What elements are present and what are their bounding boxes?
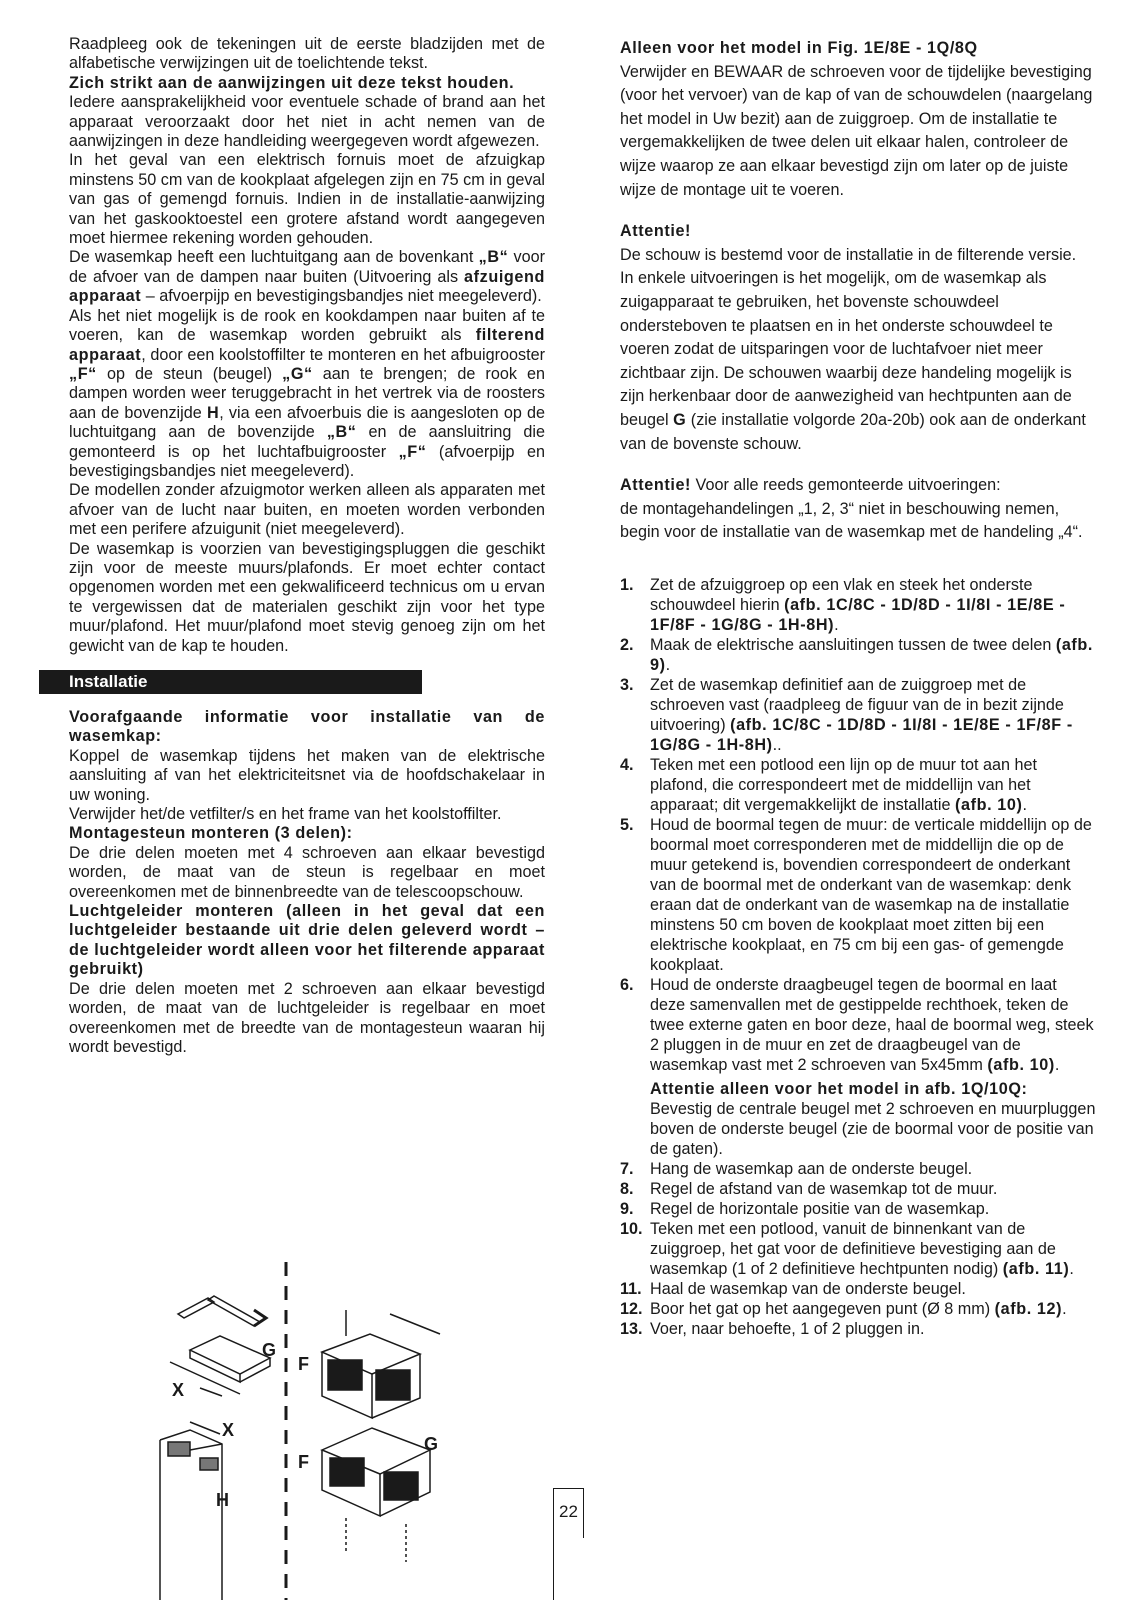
filter-block-icon [384,1472,418,1500]
vent-grille-icon [200,1458,218,1470]
attentie-model-q: Attentie alleen voor het model in afb. 1Q/10Q: Bevestig de centrale beugel met 2 schroeven en muurpluggen boven de onderste beugel (zie de boormal voor de positie van de gaten). [650,1079,1096,1158]
label-h: H [216,1490,229,1510]
model-paragraph: Verwijder en BEWAAR de schroeven voor de tijdelijke bevestiging (voor het vervoer) van de kap of van de schouwdelen (naargelang het model in Uw bezit) aan de zuiggroep. Om de installatie te vergemakkelijken de twee delen uit elkaar halen, controleer de wijze waarop ze aan elkaar bevestigd zijn om later op de juiste wijze de montage uit te voeren. [620,62,1093,199]
label-g: G [424,1434,439,1454]
disconnect-paragraph: Koppel de wasemkap tijdens het maken van de elektrische aansluiting af van het elektriciteitsnet via de hoofdschakelaar in uw woning. [69,746,545,804]
label-x: X [172,1380,185,1400]
installation-steps [620,575,1096,1339]
label-f: F [298,1354,309,1374]
vent-grille-icon [168,1442,190,1456]
list-item: 10. Teken met een potlood, vanuit de binnenkant van de zuiggroep, het gat voor de definitieve bevestiging aan de wasemkap (1 of 2 definitieve hechtpunten nodig) (afb. 11). [620,1219,1074,1278]
air-outlet-paragraph: De wasemkap heeft een luchtuitgang aan de bovenkant „B“ voor de afvoer van de dampen naar buiten (Uitvoering als afzuigend apparaat – afvoerpijp en bevestigingsbandjes niet meegeleverd). [69,248,545,306]
plugs-paragraph: De wasemkap is voorzien van bevestigingspluggen die geschikt zijn voor de meeste muurs/plafonds. Er moet echter contact opgenomen worden met een gekwalificeerd technicus om u ervan te vergewissen dat de materialen geschikt zijn voor het type muur/plafond. Het muur/plafond moet stevig genoeg zijn om het gewicht van de kap te houden. [69,539,545,655]
left-column [69,35,545,1057]
attentie-2-paragraph: Attentie! Voor alle reeds gemonteerde uitvoeringen: de montagehandelingen „1, 2, 3“ niet in beschouwing nemen, begin voor de installatie van de wasemkap met de handeling „4“. [620,476,1083,542]
dimension-line [200,1388,222,1396]
section-title-installatie: Installatie [39,670,422,694]
list-item: 9. Regel de horizontale positie van de wasemkap. [620,1199,990,1218]
remove-filter-paragraph: Verwijder het/de vetfilter/s en het frame van het koolstoffilter. [69,805,502,824]
page-number: 22 [553,1488,584,1538]
bracket-part-icon [254,1310,266,1326]
mount-paragraph: De drie delen moeten met 4 schroeven aan elkaar bevestigd worden, de maat van de steun is regelbaar en moet overeenkomen met de binnenbreedte van de telescoopschouw. [69,843,545,901]
intro-paragraph: Raadpleeg ook de tekeningen uit de eerste bladzijden met de alfabetische verwijzingen uit de toelichtende tekst. Zich strikt aan de aanwijzingen uit deze tekst houden. Iedere aansprakelijkheid voor eventuele schade of brand aan het apparaat veroorzaakt door het niet in acht nemen van de aanwijzingen in deze handleiding weergegeven wordt afgewezen. [69,35,545,151]
heading-mount: Montagesteun monteren (3 delen): [69,824,353,843]
chimney-icon [190,1444,222,1450]
heading-model: Alleen voor het model in Fig. 1E/8E - 1Q/8Q [620,39,978,57]
filter-block-icon [328,1360,362,1390]
label-f: F [298,1452,309,1472]
list-item: 5. Houd de boormal tegen de muur: de verticale middellijn op de boormal moet corresponderen met de middellijn die op de muur getekend is, bovendien correspondeert de onderkant van de boormal met de onderkant van de wasemkap: denk eraan dat de onderkant van de wasemkap na de installatie minstens 50 cm boven de kookplaat moet zitten bij een elektrische kookplaat, en 75 cm bij een gas- of gemengde kookplaat. [620,815,1092,974]
filter-block-icon [330,1458,364,1486]
heading-attentie-1: Attentie! [620,222,692,241]
heading-duct: Luchtgeleider monteren (alleen in het geval dat een luchtgeleider bestaande uit drie delen geleverd wordt – de luchtgeleider wordt alleen voor het filterende apparaat gebruikt) [69,902,545,979]
motorless-paragraph: De modellen zonder afzuigmotor werken alleen als apparaten met afvoer van de lucht naar buiten, en moeten worden verbonden met een perifere afzuigunit (niet meegeleverd). [69,481,545,539]
list-item: 2. Maak de elektrische aansluitingen tussen de twee delen (afb. 9). [620,635,1094,674]
bracket-part-icon [208,1296,260,1326]
label-x: X [222,1420,235,1440]
mounting-bracket-icon [240,1358,270,1382]
list-item: 3. Zet de wasemkap definitief aan de zuiggroep met de schroeven vast (raadpleeg de figuur van de in bezit zijnde uitvoering) (afb. 1C/8C - 1D/8D - 1I/8I - 1E/8E - 1F/8F - 1G/8G - 1H-8H).. [620,675,1073,754]
filter-paragraph: Als het niet mogelijk is de rook en kookdampen naar buiten af te voeren, kan de wasemkap worden gebruikt als filterend apparaat, door een koolstoffilter te monteren en het afbuigrooster „F“ op de steun (beugel) „G“ aan te brengen; de rook en dampen worden weer teruggebracht in het vertrek via de roosters aan de bovenzijde H, via een afvoerbuis die is aangesloten op de luchtuitgang aan de bovenzijde „B“ en de aansluitring die gemonteerd is op het luchtafbuigrooster „F“ (afvoerpijp en bevestigingsbandjes niet meegeleverd). [69,306,546,480]
mounting-bracket-icon [190,1336,270,1374]
installation-figure [150,1262,510,1600]
attentie-1-paragraph-a: De schouw is bestemd voor de installatie in de filterende versie. [620,245,1077,264]
list-item: 12. Boor het gat op het aangegeven punt (Ø 8 mm) (afb. 12). [620,1299,1067,1318]
list-item: 13. Voer, naar behoefte, 1 of 2 pluggen in. [620,1319,925,1338]
duct-paragraph: De drie delen moeten met 2 schroeven aan elkaar bevestigd worden, de maat van de luchtgeleider is regelbaar en moet overeenkomen met de breedte van de montagesteun waaran hij wordt bevestigd. [69,979,545,1056]
mounting-bracket-icon [190,1350,240,1382]
filter-block-icon [376,1370,410,1400]
label-g: G [262,1340,277,1360]
right-column [620,37,1096,1339]
list-item: 6. Houd de onderste draagbeugel tegen de boormal en laat deze samenvallen met de gestippelde rechthoek, teken de twee externe gaten en boor deze, haal de boormal weg, steek 2 pluggen in de muur en zet de draagbeugel van de wasemkap vast met 2 schroeven van 5x45mm (afb. 10). Attentie alleen voor het model in afb. 1Q/10Q: Bevestig de centrale beugel met 2 schroeven en muurpluggen boven de onderste beugel (zie de boormal voor de positie van de gaten). [620,975,1096,1158]
list-item: 1. Zet de afzuiggroep op een vlak en steek het onderste schouwdeel hierin (afb. 1C/8C - 1D/8D - 1I/8I - 1E/8E - 1F/8F - 1G/8G - 1H-8H). [620,575,1066,634]
list-item: 11. Haal de wasemkap van de onderste beugel. [620,1279,966,1298]
attentie-1-paragraph-b: In enkele uitvoeringen is het mogelijk, om de wasemkap als zuigapparaat te gebruiken, het bovenste schouwdeel ondersteboven te plaatsen en in het onderste schouwdeel te voeren zodat de uitsparingen voor de luchtafvoer niet meer zichtbaar zijn. De schouwen waarbij deze handeling mogelijk is zijn herkenbaar door de aanwezigheid van hechtpunten aan de beugel G (zie installatie volgorde 20a-20b) ook aan de onderkant van de bovenste schouw. [620,269,1086,453]
dimension-line [390,1314,440,1334]
distance-paragraph: In het geval van een elektrisch fornuis moet de afzuigkap minstens 50 cm van de kookplaat afgelegen zijn en 75 cm in geval van gas of gemengd fornuis. Indien in de installatie-aanwijzing van het gaskooktoestel een grotere afstand wordt aangegeven moet hiermee rekening worden gehouden. [69,151,546,248]
list-item: 4. Teken met een potlood een lijn op de muur tot aan het plafond, die correspondeert met de middellijn van het apparaat; dit vergemakkelijkt de installatie (afb. 10). [620,755,1037,814]
page-divider [553,1537,554,1600]
list-item: 7. Hang de wasemkap aan de onderste beugel. [620,1159,973,1178]
heading-prelim: Voorafgaande informatie voor installatie van de wasemkap: [69,708,545,746]
list-item: 8. Regel de afstand van de wasemkap tot de muur. [620,1179,998,1198]
